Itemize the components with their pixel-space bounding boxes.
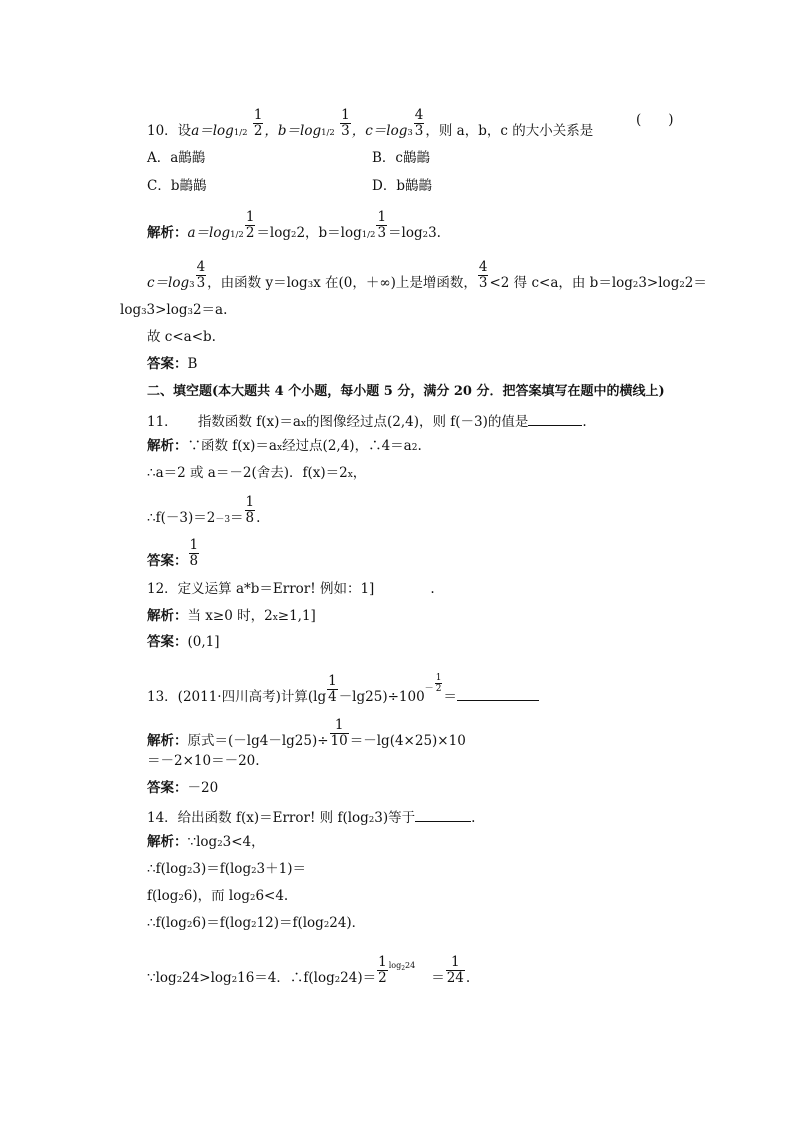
q14-solution-line4: ∴f(log26)＝f(log212)＝f(log224)．: [147, 915, 366, 931]
q10-paren: ( ): [636, 112, 674, 128]
q14-stem: 14．给出函数 f(x)＝Error! 则 f(log23)等于 .: [147, 810, 476, 826]
q10-solution-line4: 故 c<a<b.: [147, 329, 216, 345]
fraction: $\frac{4}{3}$: [414, 107, 424, 139]
fraction: $\frac{1}{24}$: [446, 954, 464, 986]
q10-stem: 10．设a＝log1/2 $\frac{1}{2}$ ，b＝log1/2 $\frac{1}{3}$ ，c＝log3 $\frac{4}{3}$ ，则 a，b，c 的大小关系是: [147, 107, 594, 139]
fraction: $\frac{4}{3}$: [478, 259, 488, 291]
fraction: $\frac{4}{3}$: [196, 259, 206, 291]
fraction: $\frac{1}{10}$: [330, 717, 348, 749]
q11-solution-line2: ∴a＝2 或 a＝－2(舍去)．f(x)＝2x，: [147, 465, 367, 481]
answer-blank[interactable]: [457, 688, 539, 701]
q14-solution-line1: 解析：∵log23<4，: [147, 834, 265, 850]
q10-answer: 答案：B: [147, 356, 198, 372]
q10-solution-line3: log33>log32＝a.: [120, 302, 228, 318]
q10-option-c: C．b鶓鶓: [147, 178, 207, 194]
q11-stem: 11． 指数函数 f(x)＝ax的图像经过点(2,4)，则 f(－3)的值是 .: [147, 414, 587, 430]
fraction: $\frac{1}{2}$: [253, 107, 263, 139]
q14-solution-line2: ∴f(log23)＝f(log23＋1)＝: [147, 861, 306, 877]
q14-solution-line5: ∵log224>log216＝4．∴f(log224)＝ $\frac{1}{2}$ log224＝ $\frac{1}{24}$ .: [147, 954, 471, 986]
q10-option-d: D．b鶓鶓: [372, 178, 432, 194]
fraction: $\frac{1}{3}$: [341, 107, 350, 139]
answer-blank[interactable]: [528, 413, 582, 426]
q12-answer: 答案：(0,1]: [147, 634, 220, 650]
q10-solution-line1: 解析：a＝log1/2 $\frac{1}{2}$ ＝log22，b＝log1/2 $\frac{1}{3}$ ＝log23.: [147, 209, 441, 241]
fraction: $\frac{1}{2}$: [245, 209, 255, 241]
q11-answer: 答案： $\frac{1}{8}$: [147, 537, 199, 569]
q10-solution-line2: c＝log3 $\frac{4}{3}$ ，由函数 y＝log3x 在(0，＋∞)上是增函数， $\frac{4}{3}$ <2 得 c<a，由 b＝log23>log22＝: [147, 259, 707, 291]
q11-solution-line1: 解析：∵函数 f(x)＝ax经过点(2,4)，∴4＝a2.: [147, 438, 422, 454]
q10-option-a: A．a鶓鶓: [147, 150, 206, 166]
q12-solution: 解析：当 x≥0 时，2x≥1,1]: [147, 608, 316, 624]
q13-answer: 答案：－20: [147, 780, 219, 796]
q12-stem: 12．定义运算 a*b＝Error! 例如：1] .: [147, 581, 435, 597]
q13-solution-line2: ＝－2×10＝－20.: [147, 753, 260, 769]
answer-blank[interactable]: [415, 809, 471, 822]
fraction: $\frac{1}{2}$: [378, 954, 387, 986]
q13-stem: 13．(2011·四川高考)计算(lg $\frac{1}{4}$ －lg25)÷100－ $\frac{1}{2}$ ＝: [147, 673, 539, 705]
fraction: $\frac{1}{4}$: [328, 673, 337, 705]
fraction: $\frac{1}{8}$: [245, 494, 255, 526]
q14-solution-line3: f(log26)，而 log26<4.: [147, 888, 289, 904]
q10-option-b: B．c鶓鶓: [372, 150, 430, 166]
q11-solution-line3: ∴f(－3)＝2－3＝ $\frac{1}{8}$ .: [147, 494, 261, 526]
section-2-title: 二、填空题(本大题共 4 个小题，每小题 5 分，满分 20 分．把答案填写在题中的横线上): [147, 384, 665, 399]
q13-solution-line1: 解析：原式＝(－lg4－lg25)÷ $\frac{1}{10}$ ＝－lg(4×25)×10: [147, 717, 466, 749]
fraction: $\frac{1}{2}$: [435, 673, 442, 694]
fraction: $\frac{1}{8}$: [189, 537, 199, 569]
fraction: $\frac{1}{3}$: [377, 209, 387, 241]
